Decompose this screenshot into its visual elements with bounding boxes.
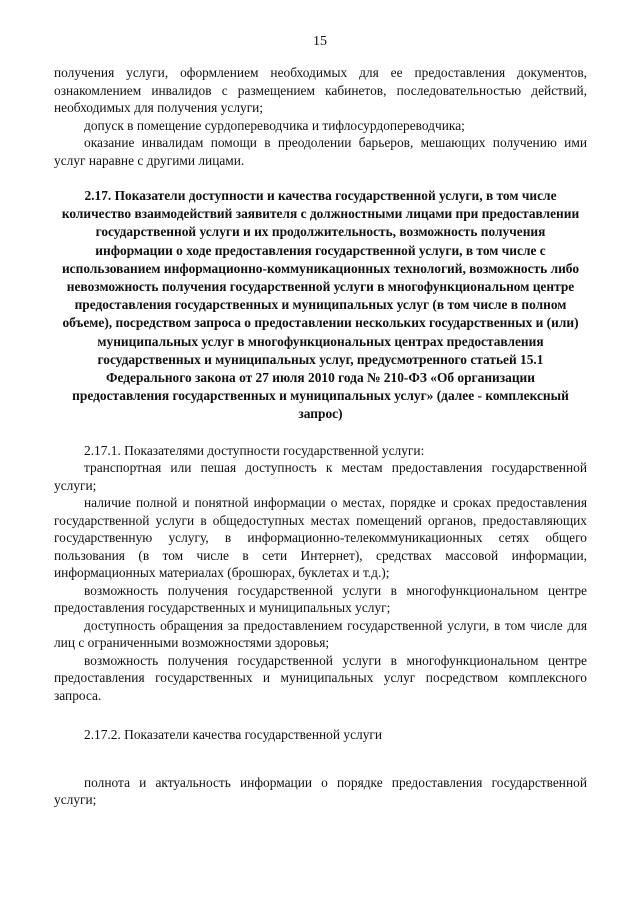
page-body [54, 64, 587, 809]
paragraph-continuation: получения услуги, оформлением необходимых для ее предоставления документов, ознакомлением инвалидов с размещением кабинетов, последовательностью действий, необходимых для получения услуги; [54, 65, 587, 115]
subsection-title-2-17-1: 2.17.1. Показателями доступности государственной услуги: [84, 442, 425, 458]
list-item: транспортная или пешая доступность к местам предоставления государственной услуги; [54, 460, 587, 493]
paragraph-barrier-assistance: оказание инвалидам помощи в преодолении барьеров, мешающих получению ими услуг наравне с другими лицами. [54, 135, 587, 168]
list-item: полнота и актуальность информации о порядке предоставления государственной услуги; [54, 774, 587, 808]
section-heading-2-17: 2.17. Показатели доступности и качества государственной услуги, в том числе количество взаимодействий заявителя с должностными лицами при предоставлении государственной услуги и их продолжительность, возможность получения информации о ходе предоставления государственной услуги, в том числе с использованием информационно-коммуникационных технологий, возможность либо невозможность получения государственной услуги в многофункциональном центре предоставления государственных и муниципальных услуг (в том числе в полном объеме), посредством запроса о предоставлении нескольких государственных и (или) муниципальных услуг в многофункциональных центрах предоставления государственных и муниципальных услуг, предусмотренного статьей 15.1 Федерального закона от 27 июля 2010 года № 210-ФЗ «Об организации предоставления государственных и муниципальных услуг» (далее - комплексный запрос) [61, 188, 580, 422]
list-item: возможность получения государственной услуги в многофункциональном центре предоставления государственных и муниципальных услуг; [54, 582, 587, 616]
list-item: доступность обращения за предоставлением государственной услуги, в том числе для лиц с ограниченными возможностями здоровья; [54, 617, 587, 651]
page-number: 15 [313, 34, 327, 49]
list-item: наличие полной и понятной информации о местах, порядке и сроках предоставления государственной услуги в общедоступных местах помещений органов, предоставляющих государственную услугу, в информационно-телекоммуникационных сетях общего пользования (в том числе в сети Интернет), средствах массовой информации, информационных материалах (брошюрах, буклетах и т.д.); [54, 495, 587, 581]
subsection-title-2-17-2: 2.17.2. Показатели качества государственной услуги [84, 727, 383, 743]
list-item: возможность получения государственной услуги в многофункциональном центре предоставления государственных и муниципальных услуг посредством комплексного запроса. [54, 652, 587, 703]
paragraph-sign-interpreter: допуск в помещение сурдопереводчика и тифлосурдопереводчика; [84, 117, 465, 133]
